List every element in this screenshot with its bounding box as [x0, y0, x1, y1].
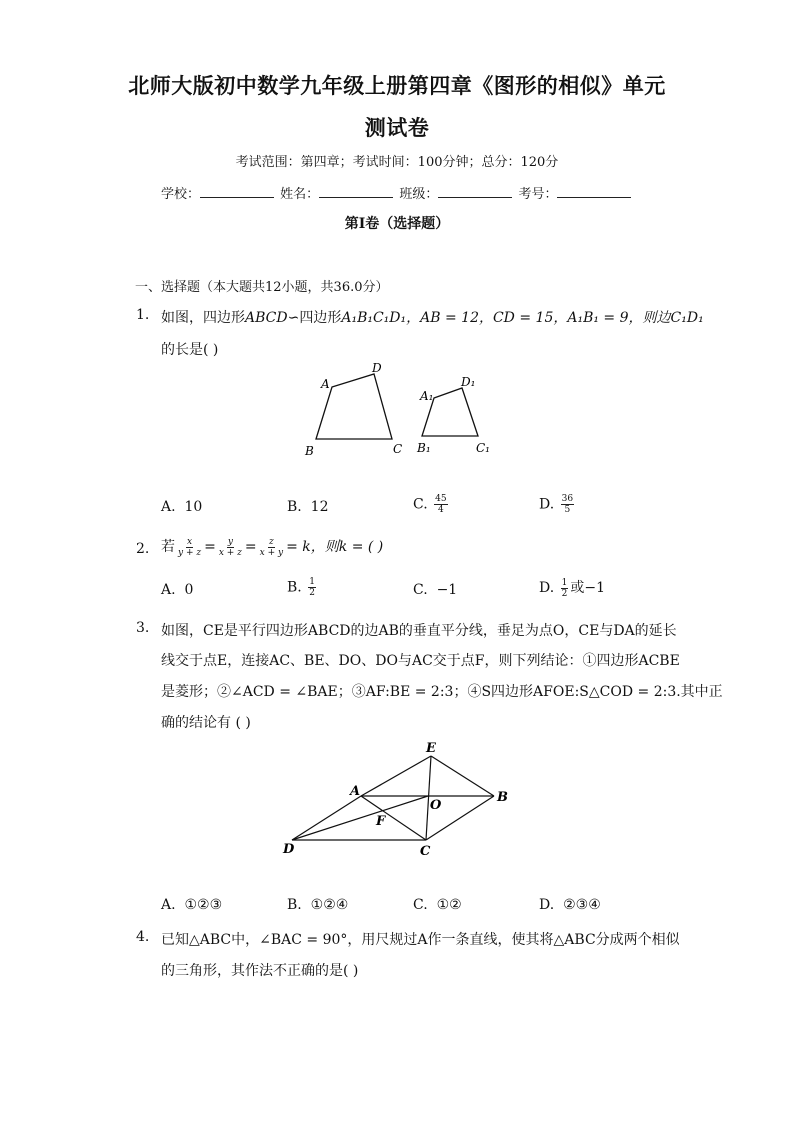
- q1-line1: [161, 307, 704, 327]
- q3-line4: 确的结论有 ( ): [161, 715, 251, 731]
- label-F: F: [376, 814, 386, 829]
- q2-option-a[interactable]: A. 0: [161, 582, 194, 598]
- q4-number: 4.: [136, 929, 150, 945]
- volume-title: 第I卷（选择题）: [344, 216, 450, 232]
- q2-number: 2.: [136, 541, 150, 557]
- exam-title-line1: 北师大版初中数学九年级上册第四章《图形的相似》单元: [128, 73, 666, 98]
- q1-line2: 的长是( ): [161, 342, 219, 358]
- number-label: 考号：: [518, 187, 558, 202]
- exam-title-line2: 测试卷: [364, 115, 430, 140]
- q1-text-abcd: ABCD: [245, 310, 288, 326]
- class-label: 班级：: [399, 187, 439, 202]
- label-A: A: [321, 377, 330, 391]
- q3-line2: 线交于点E，连接AC、BE、DO、DO与AC交于点F，则下列结论：①四边形ACBE: [161, 653, 680, 669]
- q4-line2: 的三角形，其作法不正确的是( ): [161, 963, 359, 979]
- label-A3: A: [350, 784, 361, 799]
- q2-option-b[interactable]: B. $\frac{1}{2}$: [287, 577, 315, 598]
- q3-option-d[interactable]: D. ②③④: [539, 897, 601, 913]
- student-info-row: [161, 183, 633, 202]
- label-C: C: [393, 442, 403, 456]
- label-A1: A₁: [420, 389, 434, 403]
- q1-text-a: 如图，四边形: [161, 310, 245, 326]
- q1-option-d[interactable]: D. $\frac{36}{5}$: [539, 494, 574, 515]
- name-label: 姓名：: [280, 187, 320, 202]
- number-blank[interactable]: [557, 185, 631, 198]
- q1-option-a[interactable]: A. 10: [161, 499, 203, 515]
- school-label: 学校：: [161, 187, 201, 202]
- exam-info: 考试范围：第四章；考试时间：100分钟；总分：120分: [235, 155, 559, 170]
- q1-text-sim: ∽四边形: [287, 310, 342, 326]
- q3-line1: 如图，CE是平行四边形ABCD的边AB的垂直平分线，垂足为点O，CE与DA的延长: [161, 623, 677, 639]
- q3-number: 3.: [136, 620, 150, 636]
- q3-option-b[interactable]: B. ①②④: [287, 897, 349, 913]
- q1-option-b[interactable]: B. 12: [287, 499, 329, 515]
- q3-option-a[interactable]: A. ①②③: [161, 897, 223, 913]
- label-D1: D₁: [461, 375, 476, 389]
- q2-line: 若 $\frac{x}{y + z}$ = $\frac{y}{x + z}$ = $\frac{z}{x + y}$ = k，则k = ( ): [161, 536, 384, 558]
- label-E: E: [426, 741, 436, 756]
- q1-option-c[interactable]: C. $\frac{45}{4}$: [413, 494, 447, 515]
- label-D: D: [372, 361, 382, 375]
- section-heading: 一、选择题（本大题共12小题，共36.0分）: [135, 280, 389, 295]
- label-B3: B: [497, 790, 508, 805]
- label-O: O: [430, 798, 442, 813]
- q3-option-c[interactable]: C. ①②: [413, 897, 462, 913]
- q2-option-c[interactable]: C. −1: [413, 582, 458, 598]
- name-blank[interactable]: [319, 185, 393, 198]
- q1-text-rest: A₁B₁C₁D₁，AB = 12，CD = 15，A₁B₁ = 9，则边C₁D₁: [341, 310, 704, 326]
- q3-figure: [276, 736, 526, 862]
- label-D3: D: [283, 842, 295, 857]
- q1-figure: [296, 358, 506, 462]
- q2-option-d[interactable]: D. $\frac{1}{2}$ 或−1: [539, 577, 606, 599]
- school-blank[interactable]: [200, 185, 274, 198]
- q1-number: 1.: [136, 307, 150, 323]
- q4-line1: 已知△ABC中，∠BAC = 90°，用尺规过A作一条直线，使其将△ABC分成两个相似: [161, 932, 680, 948]
- label-B1: B₁: [417, 441, 431, 455]
- label-C3: C: [420, 844, 431, 859]
- label-B: B: [305, 444, 314, 458]
- q3-line3: 是菱形；②∠ACD = ∠BAE；③AF:BE = 2:3；④S四边形AFOE:S△COD = 2:3.其中正: [161, 684, 723, 700]
- class-blank[interactable]: [438, 185, 512, 198]
- label-C1: C₁: [476, 441, 490, 455]
